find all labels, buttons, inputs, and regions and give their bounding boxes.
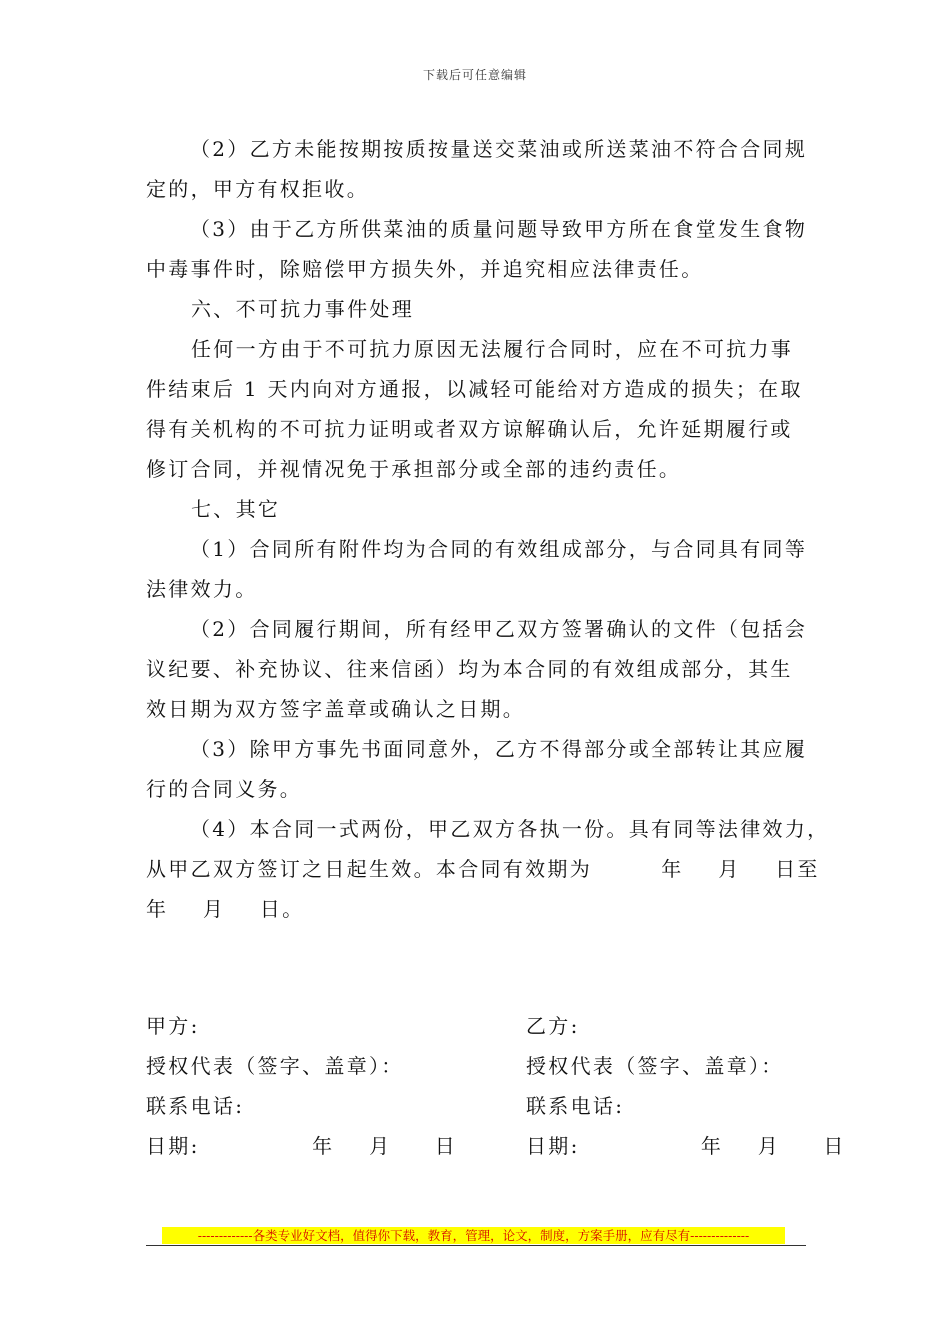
party-b-label: 乙方: [526, 1014, 580, 1038]
footer-divider [146, 1245, 806, 1246]
signature-block [146, 1006, 846, 1166]
party-b-signature [526, 1006, 856, 1166]
section-6-heading: 六、不可抗力事件处理 [191, 297, 414, 321]
footer-banner: -------------各类专业好文档，值得你下载，教育，管理，论文，制度，方案手册，应有尽有-------------- [162, 1227, 785, 1244]
party-b-phone: 联系电话: [526, 1094, 625, 1118]
party-a-date: 日期: 年 月 日 [146, 1134, 458, 1158]
clause-7-2-line-3: 效日期为双方签字盖章或确认之日期。 [146, 697, 526, 721]
contract-body [146, 129, 830, 929]
clause-7-1-line-1: （1）合同所有附件均为合同的有效组成部分，与合同具有同等 [190, 537, 808, 561]
clause-5-3-line-1: （3）由于乙方所供菜油的质量问题导致甲方所在食堂发生食物 [190, 217, 808, 241]
clause-7-4-line-2: 从甲乙双方签订之日起生效。本合同有效期为 年 月 日至 [146, 857, 820, 881]
section-6-line-1: 任何一方由于不可抗力原因无法履行合同时，应在不可抗力事 [191, 337, 794, 361]
clause-7-3-line-1: （3）除甲方事先书面同意外，乙方不得部分或全部转让其应履 [190, 737, 808, 761]
clause-7-3-line-2: 行的合同义务。 [146, 777, 303, 801]
party-a-rep: 授权代表（签字、盖章）： [146, 1054, 404, 1078]
party-b-date: 日期: 年 月 日 [526, 1134, 846, 1158]
section-6-line-4: 修订合同，并视情况免于承担部分或全部的违约责任。 [146, 457, 682, 481]
clause-7-2-line-1: （2）合同履行期间，所有经甲乙双方签署确认的文件（包括会 [190, 617, 808, 641]
section-6-line-3: 得有关机构的不可抗力证明或者双方谅解确认后，允许延期履行或 [146, 417, 793, 441]
section-7-heading: 七、其它 [191, 497, 281, 521]
clause-5-2-line-2: 定的，甲方有权拒收。 [146, 177, 369, 201]
clause-7-1-line-2: 法律效力。 [146, 577, 258, 601]
party-a-signature [146, 1006, 476, 1166]
party-a-phone: 联系电话: [146, 1094, 245, 1118]
clause-7-2-line-2: 议纪要、补充协议、往来信函）均为本合同的有效组成部分，其生 [146, 657, 793, 681]
page-header-note: 下载后可任意编辑 [422, 68, 527, 82]
clause-7-4-line-3: 年 月 日。 [146, 897, 305, 921]
clause-7-4-line-1: （4）本合同一式两份，甲乙双方各执一份。具有同等法律效力， [190, 817, 830, 841]
section-6-line-2: 件结束后 1 天内向对方通报，以减轻可能给对方造成的损失；在取 [146, 377, 803, 401]
party-b-rep: 授权代表（签字、盖章）： [526, 1054, 784, 1078]
clause-5-2-line-1: （2）乙方未能按期按质按量送交菜油或所送菜油不符合合同规 [190, 137, 808, 161]
party-a-label: 甲方: [146, 1014, 200, 1038]
clause-5-3-line-2: 中毒事件时，除赔偿甲方损失外，并追究相应法律责任。 [146, 257, 704, 281]
